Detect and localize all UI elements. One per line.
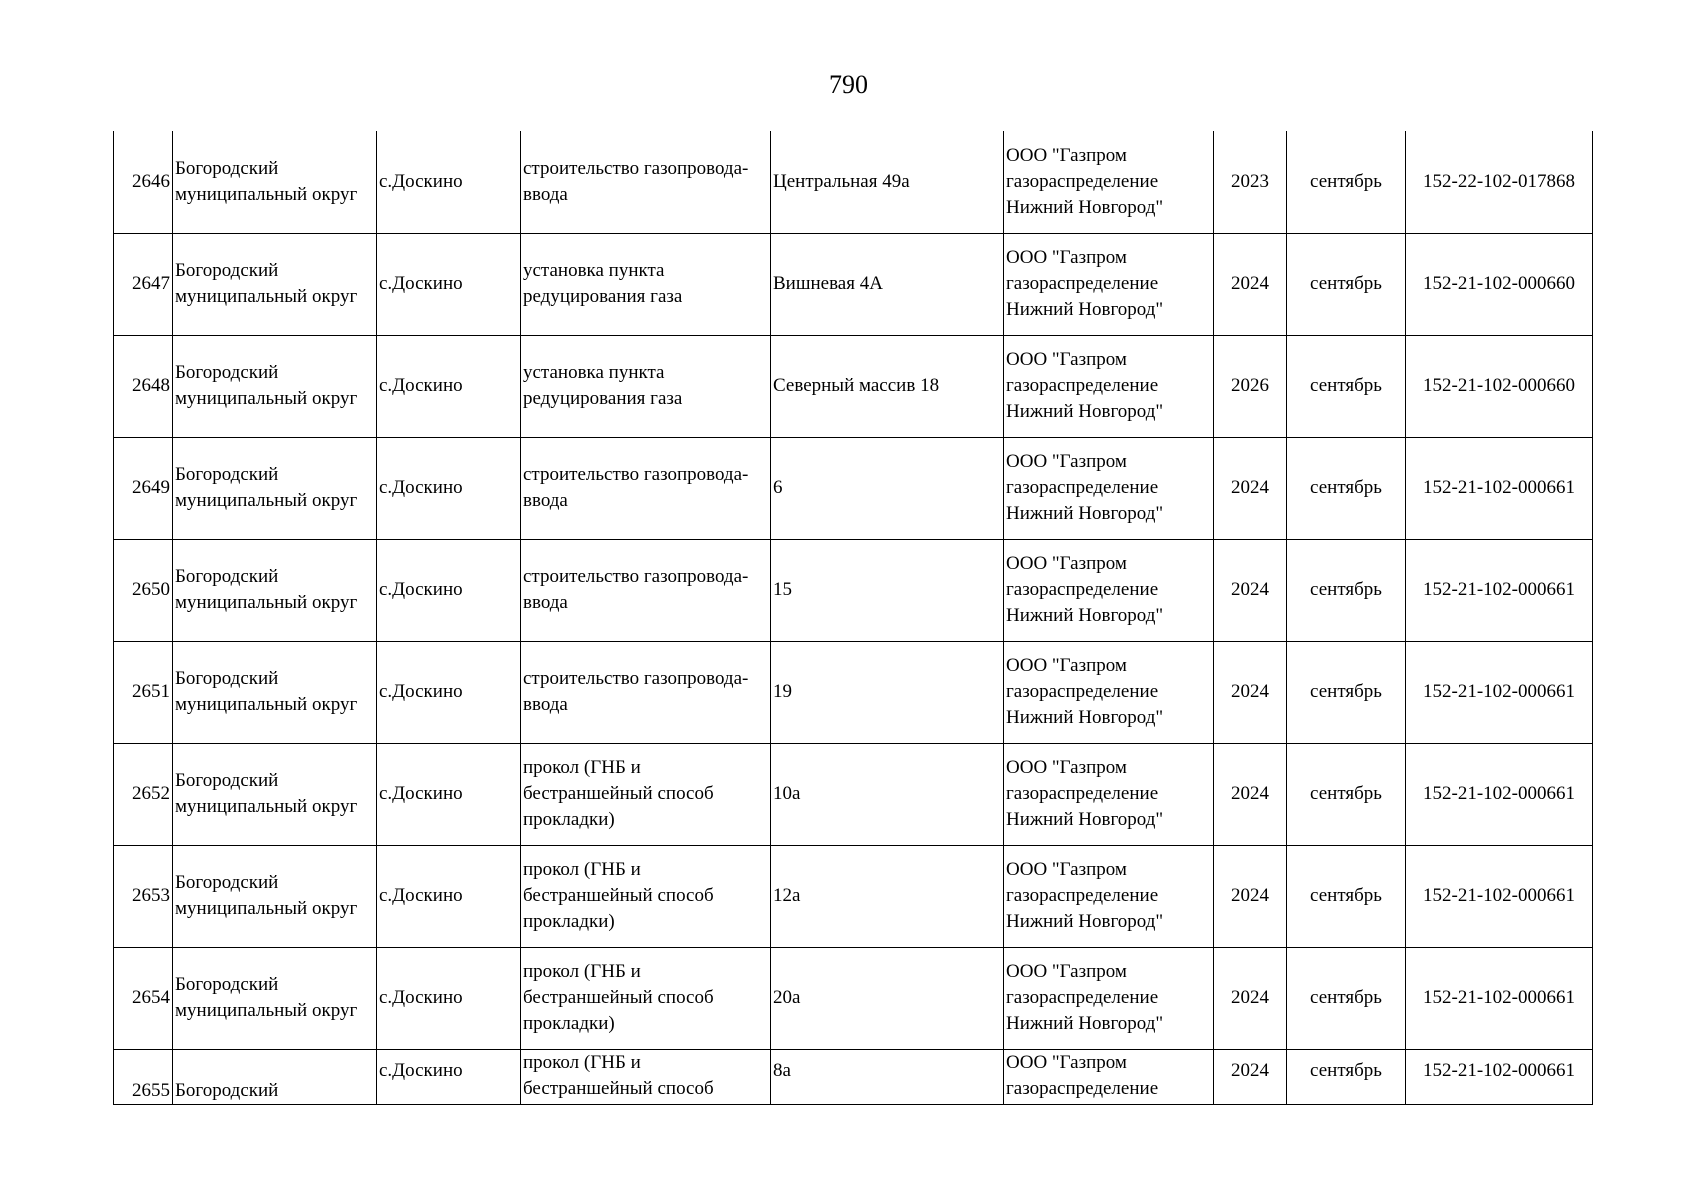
cell-district [173,947,377,1049]
cell-line: ООО "Газпром [1006,1051,1127,1073]
cell-line: Нижний Новгород" [1006,911,1164,932]
cell-line: Богородский [175,872,279,893]
cell-year: 2023 [1214,131,1287,233]
cell-line: газораспределение [1006,170,1159,192]
cell-work [521,335,771,437]
cell-line: Богородский [175,157,279,179]
cell-line: строительство газопровода- [523,157,749,179]
cell-work [521,233,771,335]
cell-num: 2649 [114,437,173,539]
cell-line: бестраншейный способ [523,885,714,906]
cell-line: муниципальный округ [175,796,358,817]
cell-line: ООО "Газпром [1006,144,1127,166]
cell-line: строительство газопровода- [523,464,749,485]
cell-settlement: с.Доскино [377,335,521,437]
cell-line: ООО "Газпром [1006,451,1127,472]
cell-line: установка пункта [523,362,665,383]
cell-year: 2026 [1214,335,1287,437]
cell-line: строительство газопровода- [523,668,749,689]
table-row [114,947,1593,1049]
cell-org [1004,539,1214,641]
cell-line: бестраншейный способ [523,1077,714,1099]
table-row [114,1049,1593,1104]
cell-line: ООО "Газпром [1006,349,1127,370]
cell-code: 152-21-102-000661 [1406,539,1593,641]
cell-district [173,641,377,743]
cell-month: сентябрь [1287,233,1406,335]
cell-district [173,845,377,947]
cell-district [173,539,377,641]
cell-org [1004,1049,1214,1104]
cell-line: ООО "Газпром [1006,961,1127,982]
gas-works-table [113,131,1593,1105]
cell-month: сентябрь [1287,743,1406,845]
cell-address: 10а [771,743,1004,845]
cell-work [521,131,771,233]
cell-address: 19 [771,641,1004,743]
table-row [114,845,1593,947]
cell-address: Центральная 49а [771,131,1004,233]
cell-address: 20а [771,947,1004,1049]
cell-line: газораспределение [1006,1077,1159,1099]
cell-line: Богородский [175,260,279,281]
cell-line: ООО "Газпром [1006,247,1127,268]
cell-year: 2024 [1214,743,1287,845]
cell-line: Нижний Новгород" [1006,809,1164,830]
cell-district [173,233,377,335]
cell-num: 2647 [114,233,173,335]
cell-month: сентябрь [1287,947,1406,1049]
cell-code: 152-21-102-000660 [1406,335,1593,437]
cell-line: муниципальный округ [175,1000,358,1021]
cell-line: прокол (ГНБ и [523,757,641,778]
table-row [114,131,1593,233]
cell-code: 152-21-102-000661 [1406,437,1593,539]
cell-address: 8а [771,1049,1004,1104]
cell-settlement: с.Доскино [377,845,521,947]
cell-line: муниципальный округ [175,183,358,205]
cell-month: сентябрь [1287,641,1406,743]
cell-line: Нижний Новгород" [1006,299,1164,320]
cell-line: Нижний Новгород" [1006,401,1164,422]
cell-org [1004,743,1214,845]
cell-year: 2024 [1214,1049,1287,1104]
cell-settlement: с.Доскино [377,233,521,335]
cell-line: Богородский [175,1079,279,1101]
cell-line: муниципальный округ [175,898,358,919]
cell-line: Богородский [175,770,279,791]
cell-line: установка пункта [523,260,665,281]
cell-code: 152-21-102-000661 [1406,641,1593,743]
cell-line: Богородский [175,464,279,485]
cell-line: ООО "Газпром [1006,859,1127,880]
cell-org [1004,131,1214,233]
cell-line: ООО "Газпром [1006,553,1127,574]
table-row [114,335,1593,437]
cell-year: 2024 [1214,233,1287,335]
cell-work [521,1049,771,1104]
cell-org [1004,437,1214,539]
cell-settlement: с.Доскино [377,743,521,845]
cell-line: Нижний Новгород" [1006,196,1164,218]
cell-line: муниципальный округ [175,490,358,511]
table-body [114,131,1593,1104]
cell-year: 2024 [1214,845,1287,947]
cell-address: Вишневая 4А [771,233,1004,335]
cell-address: Северный массив 18 [771,335,1004,437]
cell-settlement: с.Доскино [377,539,521,641]
cell-code: 152-21-102-000660 [1406,233,1593,335]
cell-work [521,845,771,947]
cell-code: 152-21-102-000661 [1406,1049,1593,1104]
cell-code: 152-21-102-000661 [1406,743,1593,845]
cell-work [521,947,771,1049]
cell-district [173,335,377,437]
cell-line: прокол (ГНБ и [523,859,641,880]
cell-line: ввода [523,694,568,715]
cell-district [173,437,377,539]
cell-line: муниципальный округ [175,286,358,307]
cell-month: сентябрь [1287,131,1406,233]
cell-code: 152-22-102-017868 [1406,131,1593,233]
table-row [114,743,1593,845]
cell-line: муниципальный округ [175,388,358,409]
cell-line: Богородский [175,974,279,995]
cell-line: Богородский [175,566,279,587]
cell-district [173,743,377,845]
cell-year: 2024 [1214,539,1287,641]
cell-line: газораспределение [1006,681,1159,702]
cell-line: бестраншейный способ [523,987,714,1008]
cell-year: 2024 [1214,641,1287,743]
cell-line: прокладки) [523,1013,615,1034]
page-number: 790 [829,70,868,99]
cell-line: газораспределение [1006,375,1159,396]
cell-line: ввода [523,490,568,511]
cell-line: редуцирования газа [523,286,683,307]
cell-line: Нижний Новгород" [1006,503,1164,524]
cell-org [1004,233,1214,335]
cell-district [173,1049,377,1104]
cell-num: 2654 [114,947,173,1049]
cell-address: 15 [771,539,1004,641]
cell-org [1004,845,1214,947]
cell-org [1004,947,1214,1049]
cell-address: 12а [771,845,1004,947]
cell-line: газораспределение [1006,987,1159,1008]
cell-settlement: с.Доскино [377,641,521,743]
cell-line: Нижний Новгород" [1006,1013,1164,1034]
cell-line: прокладки) [523,809,615,830]
cell-line: муниципальный округ [175,592,358,613]
cell-code: 152-21-102-000661 [1406,947,1593,1049]
cell-line: ООО "Газпром [1006,655,1127,676]
cell-district [173,131,377,233]
cell-month: сентябрь [1287,1049,1406,1104]
cell-work [521,743,771,845]
cell-line: ввода [523,592,568,613]
cell-month: сентябрь [1287,335,1406,437]
cell-line: строительство газопровода- [523,566,749,587]
cell-num: 2648 [114,335,173,437]
cell-line: ООО "Газпром [1006,757,1127,778]
cell-line: Богородский [175,668,279,689]
cell-month: сентябрь [1287,539,1406,641]
cell-org [1004,641,1214,743]
cell-work [521,437,771,539]
cell-num: 2646 [114,131,173,233]
cell-line: Богородский [175,362,279,383]
cell-line: газораспределение [1006,273,1159,294]
cell-line: прокол (ГНБ и [523,961,641,982]
cell-month: сентябрь [1287,845,1406,947]
cell-num: 2652 [114,743,173,845]
cell-line: редуцирования газа [523,388,683,409]
cell-work [521,539,771,641]
cell-org [1004,335,1214,437]
cell-line: газораспределение [1006,477,1159,498]
table-row [114,437,1593,539]
cell-code: 152-21-102-000661 [1406,845,1593,947]
cell-num: 2655 [114,1049,173,1104]
cell-line: ввода [523,183,568,205]
cell-line: бестраншейный способ [523,783,714,804]
cell-month: сентябрь [1287,437,1406,539]
cell-settlement: с.Доскино [377,437,521,539]
cell-year: 2024 [1214,437,1287,539]
cell-num: 2650 [114,539,173,641]
cell-line: прокол (ГНБ и [523,1051,641,1073]
cell-line: Нижний Новгород" [1006,605,1164,626]
table-row [114,641,1593,743]
cell-num: 2651 [114,641,173,743]
cell-line: газораспределение [1006,783,1159,804]
cell-address: 6 [771,437,1004,539]
cell-year: 2024 [1214,947,1287,1049]
cell-line: газораспределение [1006,885,1159,906]
cell-work [521,641,771,743]
cell-settlement: с.Доскино [377,1049,521,1104]
table-row [114,539,1593,641]
cell-line: газораспределение [1006,579,1159,600]
cell-settlement: с.Доскино [377,131,521,233]
cell-settlement: с.Доскино [377,947,521,1049]
table-row [114,233,1593,335]
cell-line: Нижний Новгород" [1006,707,1164,728]
cell-line: муниципальный округ [175,694,358,715]
cell-num: 2653 [114,845,173,947]
cell-line: прокладки) [523,911,615,932]
